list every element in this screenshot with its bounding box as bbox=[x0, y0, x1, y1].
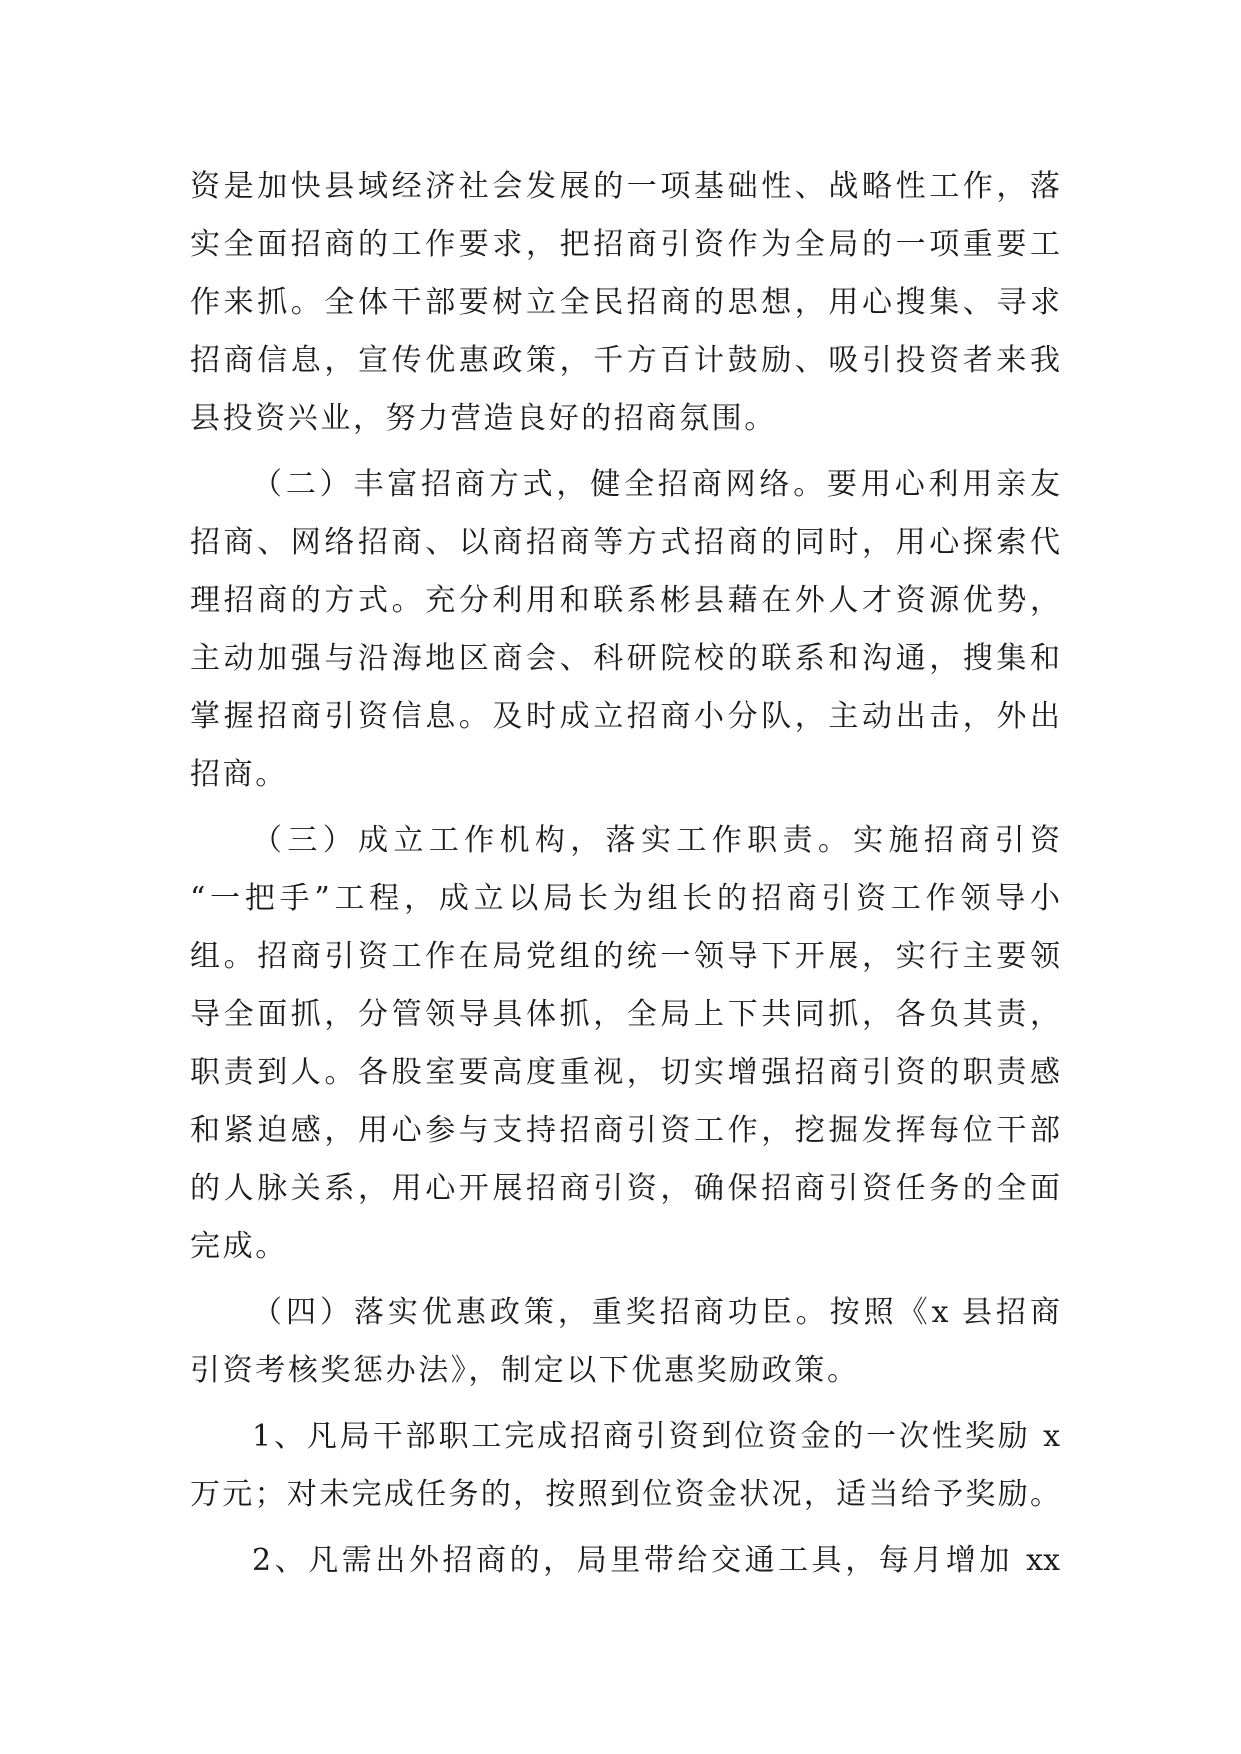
text-line: 作来抓。全体干部要树立全民招商的思想，用心搜集、寻求 bbox=[190, 285, 1060, 320]
text-line: 实全面招商的工作要求，把招商引资作为全局的一项重要工 bbox=[190, 227, 1060, 262]
section-heading-line: （二）丰富招商方式，健全招商网络。要用心利用亲友 bbox=[252, 467, 1060, 502]
text-line: “一把手”工程，成立以局长为组长的招商引资工作领导小 bbox=[190, 881, 1060, 916]
text-line: 招商信息，宣传优惠政策，千方百计鼓励、吸引投资者来我 bbox=[190, 343, 1060, 378]
text-line: 组。招商引资工作在局党组的统一领导下开展，实行主要领 bbox=[190, 939, 1060, 974]
document-body bbox=[190, 158, 1060, 1590]
text-line: 职责到人。各股室要高度重视，切实增强招商引资的职责感 bbox=[190, 1055, 1060, 1090]
list-item-line: 2、凡需出外招商的，局里带给交通工具，每月增加 xx bbox=[252, 1543, 1060, 1578]
text-line: 主动加强与沿海地区商会、科研院校的联系和沟通，搜集和 bbox=[190, 641, 1060, 676]
section-heading-line: （三）成立工作机构，落实工作职责。实施招商引资 bbox=[252, 823, 1060, 858]
section-heading-line: （四）落实优惠政策，重奖招商功臣。按照《x 县招商 bbox=[252, 1295, 1060, 1330]
text-line: 完成。 bbox=[190, 1229, 288, 1264]
text-line: 招商、网络招商、以商招商等方式招商的同时，用心探索代 bbox=[190, 525, 1060, 560]
text-line: 万元；对未完成任务的，按照到位资金状况，适当给予奖励。 bbox=[190, 1477, 1060, 1512]
list-item-line: 1、凡局干部职工完成招商引资到位资金的一次性奖励 x bbox=[252, 1419, 1060, 1454]
text-line: 掌握招商引资信息。及时成立招商小分队，主动出击，外出 bbox=[190, 699, 1060, 734]
text-line: 招商。 bbox=[190, 757, 288, 792]
text-line: 的人脉关系，用心开展招商引资，确保招商引资任务的全面 bbox=[190, 1171, 1060, 1206]
text-line: 引资考核奖惩办法》，制定以下优惠奖励政策。 bbox=[190, 1353, 860, 1388]
text-line: 导全面抓，分管领导具体抓，全局上下共同抓，各负其责， bbox=[190, 997, 1060, 1032]
text-line: 理招商的方式。充分利用和联系彬县藉在外人才资源优势， bbox=[190, 583, 1060, 618]
text-line: 资是加快县域经济社会发展的一项基础性、战略性工作，落 bbox=[190, 169, 1060, 204]
text-line: 和紧迫感，用心参与支持招商引资工作，挖掘发挥每位干部 bbox=[190, 1113, 1060, 1148]
text-line: 县投资兴业，努力营造良好的招商氛围。 bbox=[190, 401, 777, 436]
